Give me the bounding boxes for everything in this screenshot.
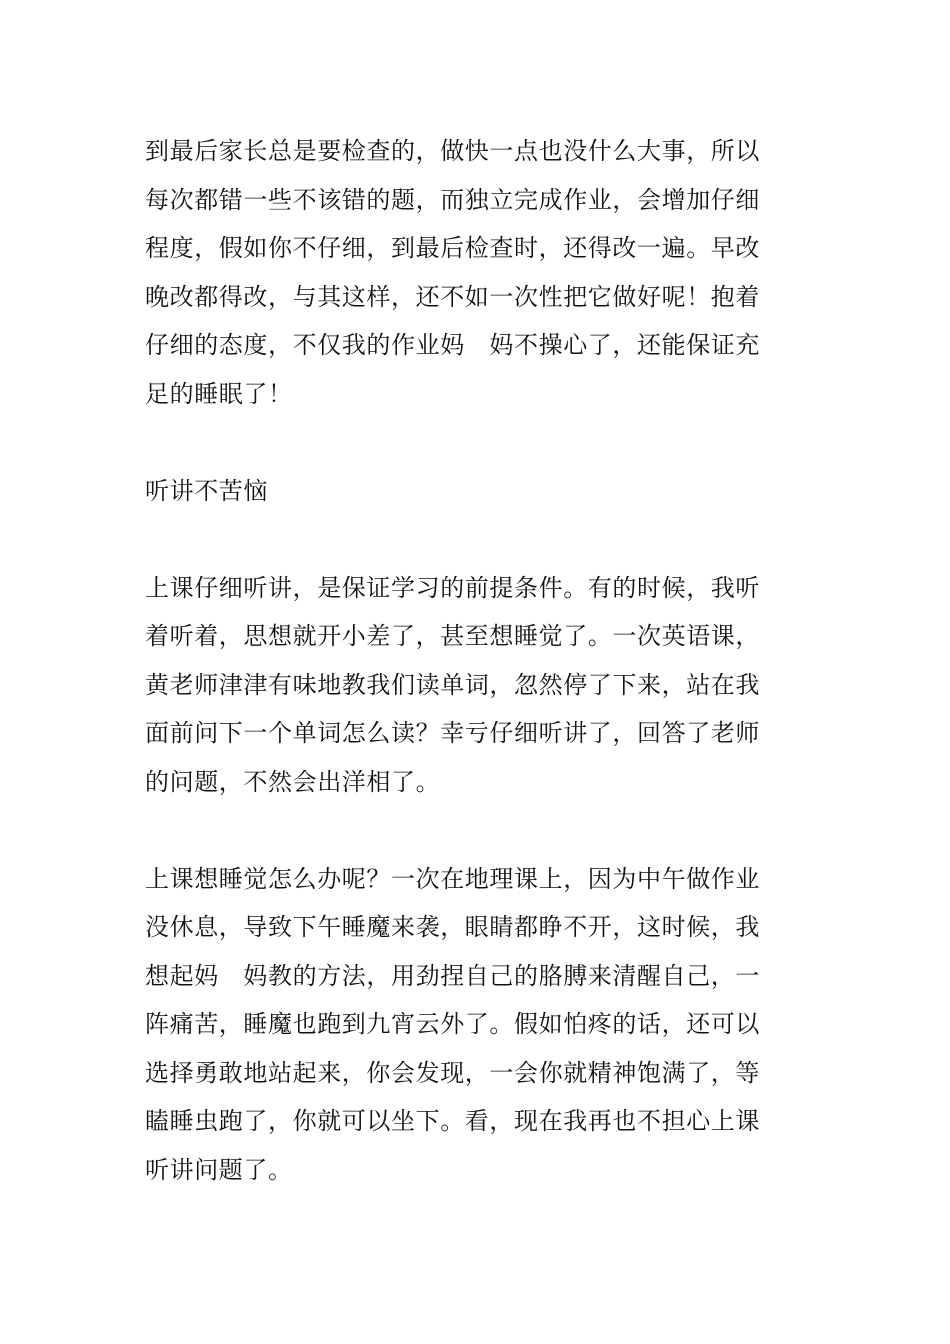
text-line: 黄老师津津有味地教我们读单词，忽然停了下来，站在我 (145, 670, 760, 699)
section-heading (145, 467, 810, 516)
document-body (145, 127, 810, 1194)
text-line: 到最后家长总是要检查的，做快一点也没什么大事，所以 (145, 137, 760, 165)
text-line: 晚改都得改，与其这样，还不如一次性把它做好呢！抱着 (145, 282, 760, 311)
text-line: 着听着，思想就开小差了，甚至想睡觉了。一次英语课， (145, 622, 760, 650)
text-line: 上课想睡觉怎么办呢？一次在地理课上，因为中午做作业 (145, 864, 760, 893)
paragraph-homework (145, 127, 810, 418)
paragraph-gap (145, 515, 810, 564)
heading-text: 听讲不苦恼 (145, 476, 268, 505)
text-line: 没休息，导致下午睡魔来袭，眼睛都睁不开，这时候，我 (145, 913, 760, 941)
text-line: 的问题，不然会出洋相了。 (145, 767, 441, 796)
paragraph-listening (145, 564, 810, 807)
text-line: 选择勇敢地站起来，你会发现，一会你就精神饱满了，等 (145, 1058, 760, 1087)
text-line: 听讲问题了。 (145, 1155, 293, 1184)
text-line: 想起妈 妈教的方法，用劲捏自己的胳膊来清醒自己，一 (145, 961, 760, 990)
text-line: 上课仔细听讲，是保证学习的前提条件。有的时候，我听 (145, 573, 760, 602)
paragraph-sleepiness (145, 855, 810, 1195)
text-line: 每次都错一些不该错的题，而独立完成作业，会增加仔细 (145, 185, 760, 214)
text-line: 瞌睡虫跑了，你就可以坐下。看，现在我再也不担心上课 (145, 1107, 760, 1135)
text-line: 仔细的态度，不仅我的作业妈 妈不操心了，还能保证充 (145, 331, 760, 359)
paragraph-gap (145, 418, 810, 467)
text-line: 足的睡眠了！ (145, 379, 293, 408)
text-line: 程度，假如你不仔细，到最后检查时，还得改一遍。早改 (145, 234, 760, 262)
text-line: 面前问下一个单词怎么读？幸亏仔细听讲了，回答了老师 (145, 719, 760, 747)
text-line: 阵痛苦，睡魔也跑到九宵云外了。假如怕疼的话，还可以 (145, 1010, 760, 1038)
paragraph-gap (145, 806, 810, 855)
